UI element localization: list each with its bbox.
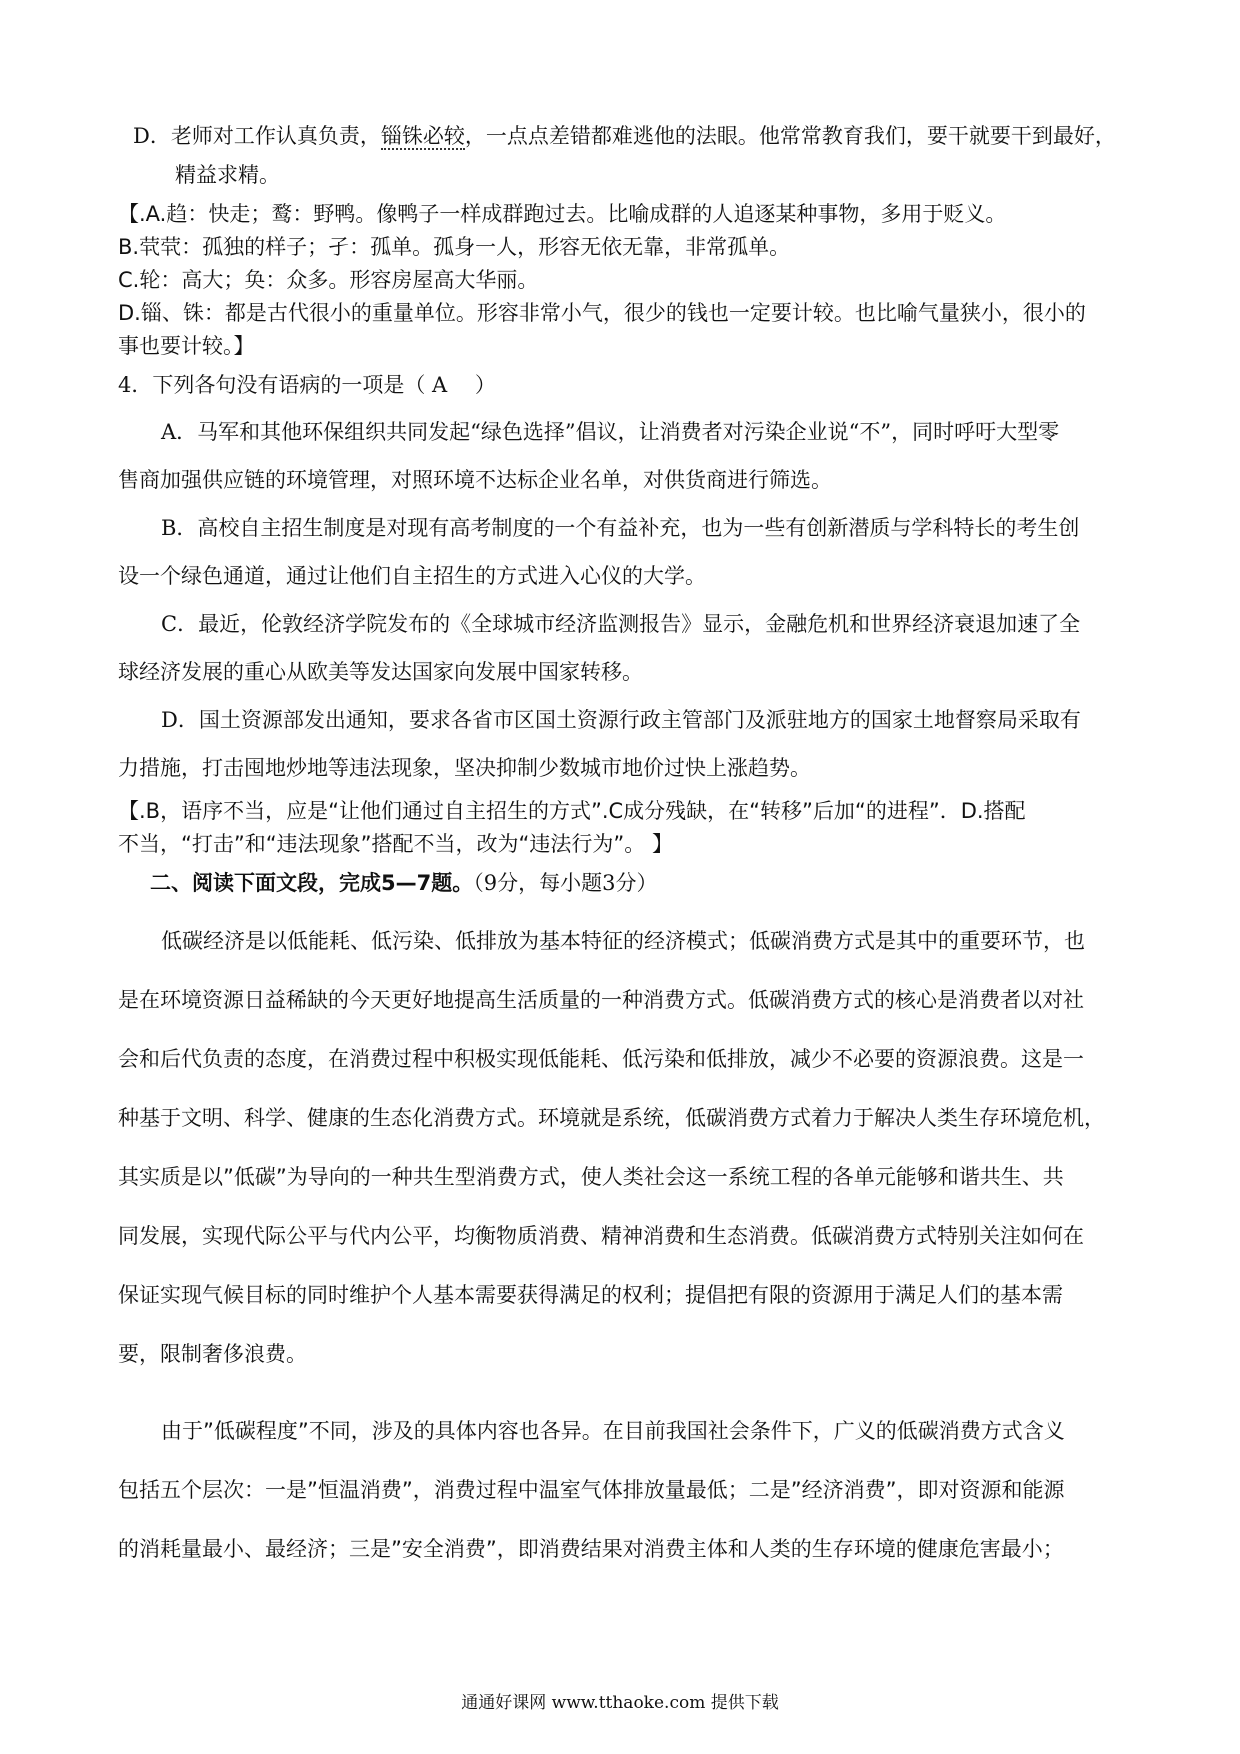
passage-line: 会和后代负责的态度，在消费过程中积极实现低能耗、低污染和低排放，减少不必要的资源浪费。这是一 — [118, 1047, 1084, 1071]
q4-option-c-line2: 球经济发展的重心从欧美等发达国家向发展中国家转移。 — [118, 660, 643, 684]
passage-line: 其实质是以”低碳”为导向的一种共生型消费方式，使人类社会这一系统工程的各单元能够和谐共生、共 — [118, 1165, 1064, 1189]
section-heading-title: 二、阅读下面文段，完成5—7题。 — [150, 871, 474, 895]
q3-option-d-suffix: ，一点点差错都难逃他的法眼。他常常教育我们，要干就要干到最好， — [464, 124, 1116, 148]
q3-analysis-line: 【.A.趋：快走；鹜：野鸭。像鸭子一样成群跑过去。比喻成群的人追逐某种事物，多用于贬义。 — [118, 202, 1007, 226]
passage-line: 同发展，实现代际公平与代内公平，均衡物质消费、精神消费和生态消费。低碳消费方式特别关注如何在 — [118, 1224, 1084, 1248]
passage-line: 由于”低碳程度”不同，涉及的具体内容也各异。在目前我国社会条件下，广义的低碳消费方式含义 — [161, 1419, 1065, 1443]
q4-option-b-line1: B．高校自主招生制度是对现有高考制度的一个有益补充，也为一些有创新潜质与学科特长的考生创 — [161, 516, 1080, 540]
q3-option-d-idiom: 锱铢必较 — [380, 124, 465, 148]
q3-analysis-line: 事也要计较。】 — [118, 334, 255, 358]
q4-analysis-line: 不当，“打击”和“违法现象”搭配不当，改为“违法行为”。 】 — [118, 832, 673, 856]
q3-option-d-line1 — [133, 122, 1116, 150]
passage-line: 包括五个层次：一是”恒温消费”，消费过程中温室气体排放量最低；二是”经济消费”，即对资源和能源 — [118, 1478, 1065, 1502]
q3-analysis-line: B.茕茕：孤独的样子；孑：孤单。孤身一人，形容无依无靠，非常孤单。 — [118, 235, 791, 259]
footer-note: 通通好课网 www.tthaoke.com 提供下载 — [461, 1693, 779, 1713]
section-heading-note: （9分，每小题3分） — [473, 871, 658, 895]
passage-line: 保证实现气候目标的同时维护个人基本需要获得满足的权利；提倡把有限的资源用于满足人们的基本需 — [118, 1283, 1063, 1307]
q4-question: 4．下列各句没有语病的一项是（ A ） — [118, 373, 496, 397]
q3-option-d-line2: 精益求精。 — [175, 163, 280, 187]
passage-line: 要，限制奢侈浪费。 — [118, 1342, 307, 1366]
q4-option-a-line1: A．马军和其他环保组织共同发起“绿色选择”倡议，让消费者对污染企业说“不”，同时呼吁大型零 — [161, 420, 1060, 444]
passage-line: 低碳经济是以低能耗、低污染、低排放为基本特征的经济模式；低碳消费方式是其中的重要环节，也 — [161, 929, 1085, 953]
passage-line: 是在环境资源日益稀缺的今天更好地提高生活质量的一种消费方式。低碳消费方式的核心是消费者以对社 — [118, 988, 1084, 1012]
passage-line: 的消耗量最小、最经济；三是”安全消费”，即消费结果对消费主体和人类的生存环境的健康危害最小； — [118, 1537, 1064, 1561]
passage-line: 种基于文明、科学、健康的生态化消费方式。环境就是系统，低碳消费方式着力于解决人类生存环境危机， — [118, 1106, 1105, 1130]
q3-analysis-line: D.锱、铢：都是古代很小的重量单位。形容非常小气，很少的钱也一定要计较。也比喻气量狭小，很小的 — [118, 301, 1086, 325]
q3-analysis-line: C.轮：高大；奂：众多。形容房屋高大华丽。 — [118, 268, 539, 292]
q3-option-d-prefix: D．老师对工作认真负责， — [133, 124, 381, 148]
section-heading — [150, 869, 657, 897]
q4-option-d-line1: D．国土资源部发出通知，要求各省市区国土资源行政主管部门及派驻地方的国家土地督察局采取有 — [161, 708, 1081, 732]
q4-option-a-line2: 售商加强供应链的环境管理，对照环境不达标企业名单，对供货商进行筛选。 — [118, 468, 832, 492]
q4-option-c-line1: C．最近，伦敦经济学院发布的《全球城市经济监测报告》显示，金融危机和世界经济衰退加速了全 — [161, 612, 1081, 636]
q4-analysis-line: 【.B，语序不当，应是“让他们通过自主招生的方式”.C成分残缺，在“转移”后加“的进程”．D.搭配 — [118, 799, 1026, 823]
q4-option-b-line2: 设一个绿色通道，通过让他们自主招生的方式进入心仪的大学。 — [118, 564, 706, 588]
q4-option-d-line2: 力措施，打击囤地炒地等违法现象，坚决抑制少数城市地价过快上涨趋势。 — [118, 756, 811, 780]
